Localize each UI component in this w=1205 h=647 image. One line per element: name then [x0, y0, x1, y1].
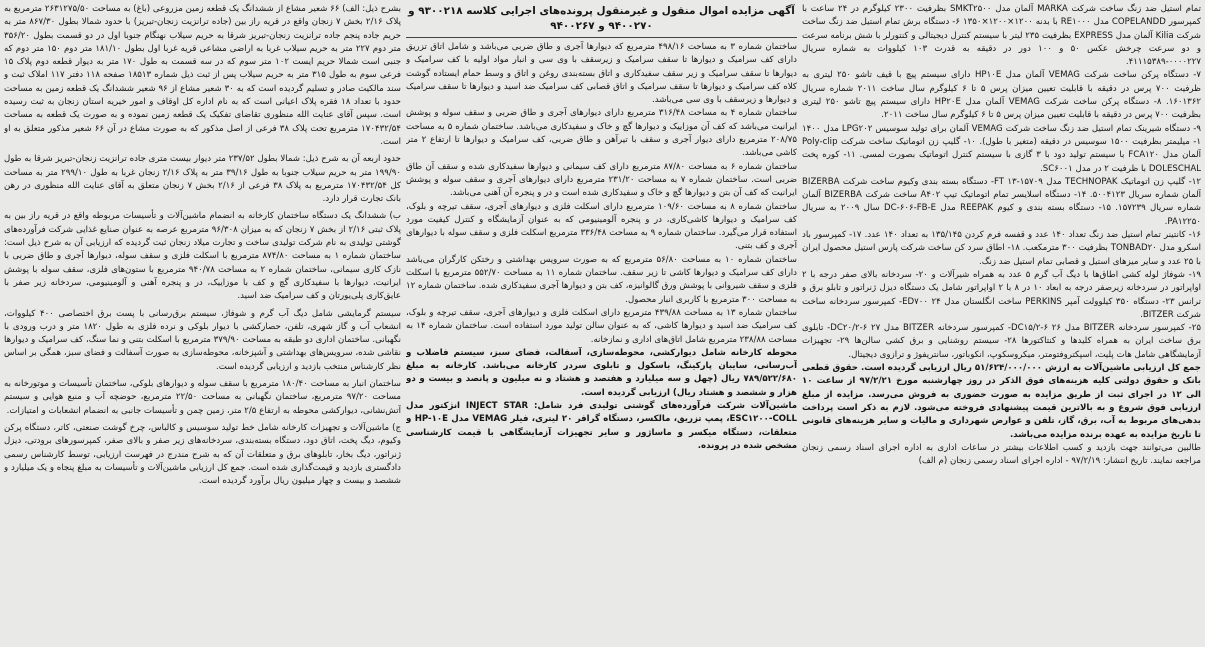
notice-paragraph: حدود اربعه آن به شرح ذیل: شمالا بطول ۲۳۷/۵۲ متر دیوار بیست متری جاده ترانزیت زنجان-تبریز شرقا به طول ۱۹۹/۹۰ متر به حریم سیلاب جنوبا به طول ۳۹/۱۶ متر به پلاک ۲/۱۶ زنجان غربا به طول ۲۹۹/۱۰ متر به مساحت کل ۱۷۰۴۳۲/۵۴ مترمربع به پلاک ۳۸ فرعی از ۲/۱۶ بخش ۷ زنجان متعلق به آقای عنایت الله منظوری در رهن بانک تجارت قرار دارد. [4, 154, 401, 205]
notice-paragraph: ساختمان شماره ۶ به مساحت ۸۷/۸۰ مترمربع دارای کف سیمانی و دیوارها سفیدکاری شده و سقف آن طاق ضربی است. ساختمان شماره ۷ به مساحت ۲۳۱/۲۰ مترمربع دارای دیوارهای آجری و سقف سوله و پوشش ایرانیت که کف آن بتن و دیوارها گچ و خاک و سفیدکاری شده است و در و پنجره آن آهنی می‌باشد. [406, 161, 798, 199]
notice-paragraph: ۹- دستگاه شیرینک تمام استیل ضد زنگ ساخت شرکت VEMAG آلمان برای تولید سوسیس LPG۲۰۲ مدل ۱۴۰۰ ۱- میلیمتر بظرفیت ۱۵۰۰ سوسیس در دقیقه (متغیر با طول). ۱۰- گلیپ زن اتوماتیک ساخت شرکت Poly-clip آلمان مدل FCA۱۲۰ با سیستم تولید دود با ۳ گازی با سیستم کنترل اتوماتیک بصورت لمسی. ۱۱- کوره پخت DOLESCHAL با ظرفیت ۲ در مدل SC۶۰۰۱. [802, 123, 1201, 174]
notice-paragraph: ساختمان شماره ۴ به مساحت ۳۱۶/۴۸ مترمربع دارای دیوارهای آجری و طاق ضربی و سقف سوله و پوشش ایرانیت می‌باشد که کف آن موزاییک و دیوارها گچ و خاک و سفیدکاری می‌باشد. ساختمان شماره ۵ به مساحت ۲۰۸/۷۵ مترمربع دارای دیوار آجری و سقف با تیرآهن و طاق ضربی، کف سرامیک و دیوارها تا ارتفاع ۲ متر کاشی می‌باشد. [406, 108, 798, 159]
notice-paragraph: ساختمان شماره ۱۳ به مساحت ۴۳۹/۸۸ مترمربع دارای اسکلت فلزی و دیوارهای آجری، سقف تیرچه و بلوک، کف سرامیک ضد اسید و دیوارها کاشی، که به عنوان سالن تولید مورد استفاده است. ساختمان شماره ۱۴ به مساحت ۲۳۸/۸۸ مترمربع شامل اتاق‌های اداری و نمازخانه. [406, 307, 798, 345]
notice-paragraph: ج) ماشین‌آلات و تجهیزات کارخانه شامل خط تولید سوسیس و کالباس، چرخ گوشت صنعتی، کاتر، دستگاه پرکن وکیوم، دیگ پخت، اتاق دود، دستگاه بسته‌بندی، سردخانه‌های زیر صفر و بالای صفر، کمپرسورهای برودتی، دیزل ژنراتور، دیگ بخار، تابلوهای برق و متعلقات آن که به شرح مندرج در فهرست ارزیابی، توسط کارشناس رسمی دادگستری بازدید و قیمت‌گذاری شده است. جمع کل ارزیابی ماشین‌آلات و تأسیسات به مبلغ پنجاه و یک میلیارد و ششصد و بیست و چهار میلیون ریال برآورد گردیده است. [4, 422, 401, 487]
notice-column-left [802, 3, 1201, 644]
notice-paragraph: ۱۶- کانتینر تمام استیل ضد زنگ تعداد ۱۴۰ عدد و قفسه فرم کردن ۱۳۵/۱۴۵ به تعداد ۱۴۰ عدد. ۱۷- کمپرسور باد اسکرو مدل TONBAD۲۰ بظرفیت ۳۰۰ مترمکعب. ۱۸- اطاق سرد کن ساخت شرکت پارس استیل محصول ایران با ۲۵ عدد و سایر میزهای استیل و قصابی تمام استیل ضد زنگ. [802, 230, 1201, 267]
notice-paragraph: طالبین می‌توانند جهت بازدید و کسب اطلاعات بیشتر در ساعات اداری به اداره اجرای اسناد رسمی زنجان مراجعه نمایند. تاریخ انتشار: ۹۷/۲/۱۹ - اداره اجرای اسناد رسمی زنجان (م الف) [802, 442, 1201, 467]
notice-heading: آگهی مزایده اموال منقول و غیرمنقول پرونده‌های اجرایی کلاسه ۹۳۰۰۲۱۸ و ۹۴۰۰۲۷۰ و ۹۴۰۰۲۶۷ [406, 3, 797, 38]
notice-paragraph: ۲۵- کمپرسور سردخانه BITZER مدل DC۱۵/۲-۶ ۲۶- کمپرسور سردخانه BITZER مدل DC۲۰/۲-۶ ۲۷- تابلوی برق ساخت ایران به همراه کلیدها و کنتاکتورها ۲۸- سیستم روشنایی و برق کشی سالن‌ها ۲۹- تجهیزات آزمایشگاهی شامل هات پلیت، اسپکتروفتومتر، میکروسکوپ، انکوباتور، سانتریفوژ و ترازوی دیجیتال. [802, 323, 1201, 360]
notice-column-middle [406, 3, 797, 644]
notice-paragraph: ۱۹- شوفاژ لوله کشی اطاق‌ها با دیگ آب گرم ۵ عدد به همراه شیرآلات و ۲۰- سردخانه بالای صفر درجه با ۲ اواپراتور در سردخانه زیرصفر درجه به ابعاد ۱۰ در ۸ با ۲ اواپراتور شامل یک دستگاه دیزل ژنراتور و تابلو برق و ترانس ۲۳- دستگاه ۳۵۰ کیلوولت آمپر PERKINS ساخت انگلستان مدل ED۷۰۰ ۲۴- کمپرسور سردخانه ساخت شرکت BITZER. [802, 269, 1201, 320]
notice-paragraph: محوطه کارخانه شامل دیوارکشی، محوطه‌سازی، آسفالت، فضای سبز، سیستم فاضلاب و آب‌رسانی، سایبان پارکینگ، باسکول و تابلوی سردر کارخانه می‌باشد. کارخانه به مبلغ ۷۸۹/۵۲۲/۶۸۰ ریال (چهل و سه میلیارد و هفتصد و هشتاد و نه میلیون و پانصد و بیست و دو هزار و ششصد و هشتاد ریال) ارزیابی گردیده است. [406, 347, 798, 398]
notice-paragraph: ساختمان انبار به مساحت ۱۸۰/۴۰ مترمربع با سقف سوله و دیوارهای بلوکی، ساختمان تأسیسات و موتورخانه به مساحت ۹۷/۲۰ مترمربع، ساختمان نگهبانی به مساحت ۲۲/۵۰ مترمربع، حوضچه آب و منبع هوایی و سیستم آتش‌نشانی، دیوارکشی محوطه به ارتفاع ۲/۵ متر، زمین چمن و تأسیسات جانبی به انضمام انشعابات و امتیازات. [4, 379, 401, 416]
notice-column-right [4, 3, 401, 644]
notice-paragraph: ۷- دستگاه پرکن ساخت شرکت VEMAG آلمان مدل HP۱۰E دارای سیستم پیچ با قیف تاشو ۲۵۰ لیتری به ظرفیت ۷۰۰ پرس در دقیقه با قابلیت تعیین میزان پرس ۵ تا ۶ کیلوگرم سال ساخت ۲۰۱۱ شماره سریال ۱۶۰۱۳۶۲. ۸- دستگاه پرکن ساخت شرکت VEMAG آلمان مدل HP۲۰E دارای سیستم پیچ تاشو ۲۵۰ لیتری بظرفیت ۷۰۰ پرس در دقیقه با قابلیت تعیین میزان پرس ۵ تا ۶ کیلوگرم سال ساخت ۲۰۱۱. [802, 70, 1201, 121]
notice-paragraph: ۱۲- گلیپ زن اتوماتیک TECHNOPAK مدل ۱۵۷۰۹-FT ۱۳- دستگاه بسته بندی وکیوم ساخت شرکت BIZERBA آلمان شماره سریال ۵۰۰۴۱۲۳. ۱۴- دستگاه اسلایسر تمام اتوماتیک تیپ A۴۰۲ ساخت شرکت BIZERBA آلمان شماره سریال ۱۵۷۲۳۹. ۱۵- دستگاه بسته بندی و کیوم REEPAK مدل DC-۶۰۶-FB-E سال ۲۰۰۹ به سریال PA۱۲۲۵۰. [802, 176, 1201, 227]
notice-paragraph: سیستم گرمایشی شامل دیگ آب گرم و شوفاژ، سیستم برق‌رسانی با پست برق اختصاصی ۴۰۰ کیلووات، انشعاب آب و گاز شهری، تلفن، حصارکشی با دیوار بلوکی و نرده فلزی به طول ۱۸۲۰ متر و درب ورودی با نگهبانی. ساختمان اداری دو طبقه به مساحت ۳۷۹/۹۰ مترمربع با اسکلت بتنی و نما سنگ، کف سرامیک و دیوارها نقاشی شده، سرویس‌های بهداشتی و آشپزخانه، محوطه‌سازی به صورت آسفالت و فضای سبز، همگی بر اساس نظر کارشناس منتخب بازدید و ارزیابی گردیده است. [4, 308, 401, 372]
notice-paragraph: ساختمان شماره ۸ به مساحت ۱۰۹/۶۰ مترمربع دارای اسکلت فلزی و دیوارهای آجری، سقف تیرچه و بلوک، کف سرامیک و دیوارها کاشی‌کاری، در و پنجره آلومینیومی که به عنوان آزمایشگاه و کنترل کیفیت مورد استفاده قرار می‌گیرد. ساختمان شماره ۹ به مساحت ۳۳۶/۴۸ مترمربع اسکلت فلزی و سقف سوله با دیوارهای آجری و کف بتنی. [406, 201, 798, 252]
notice-paragraph: جمع کل ارزیابی ماشین‌آلات به ارزش ۵۱/۶۲۴/۰۰۰/۰۰۰ ریال ارزیابی گردیده است. حقوق قطعی بانک و حقوق دولتی کلیه هزینه‌های فوق الذکر در روز چهارشنبه مورخ ۹۷/۲/۲۱ از ساعت ۱۰ الی ۱۲ در اجرای ثبت از طریق مزایده به صورت حضوری به فروش می‌رسد. مزایده از مبلغ ارزیابی فوق شروع و به بالاترین قیمت پیشنهادی فروخته می‌شود. لازم به ذکر است پرداخت بدهی‌های مربوط به آب، برق، گاز، تلفن و عوارض شهرداری و مالیات و سایر هزینه‌های قانونی تا تاریخ مزایده به عهده برنده مزایده می‌باشد. [802, 363, 1201, 440]
notice-paragraph: بشرح ذیل: الف) ۶۶ شعیر مشاع از ششدانگ یک قطعه زمین مزروعی (باغ) به مساحت ۲۶۳۱۲۷۵/۵۰ مترمربع به پلاک ۲/۱۶ بخش ۷ زنجان واقع در قریه راز بین (جاده ترانزیت زنجان-تبریز) با حدود شمالا بطول ۸۶۷/۳۰ متر به حریم جاده پنجم جاده ترانزیت زنجان-تبریز شرقا به حریم سیلاب نهنگام جنوبا اول در دو قسمت بطول ۳۵۶/۲۰ متر دوم ۲۲۷ متر به حریم سیلاب غربا به اراضی مشاعی قریه غربا اول بطول ۱۸۱/۱۰ متر دوم ۱۵۰ متر دوم که جنبی است شمالا حریم ایست ۱۰۲ متر سوم که در سه قسمت به طول ۱۷۰ متر به دیوار قطعه دوم پلاک ۱۵ فرعی سوم به طول ۳۱۵ متر به حریم سیلاب پس از ثبت ذیل شماره ۱۸۵۱۳ صفحه ۱۱۸ دفتر ۱۱۷ املاک ثبت و سند مالکیت صادر و تسلیم گردیده است که به ۳۰ شعیر مشاع از ۹۶ شعیر ششدانگ یک قطعه زمین به مساحت حدود با تعداد ۱۸ فقره پلاک اعیانی است که به نام اداره کل اوقاف و امور خیریه استان زنجان به ثبت رسیده است. سپس آقای عنایت الله منظوری تقاضای تفکیک یک قطعه زمین نموده و به صورت یک قطعه به مساحت ۱۷۰۴۳۲/۵۴ مترمربع تحت پلاک ۳۸ فرعی از اصل مذکور که به صورت مشاع در آن ۶۶ شعیر مذکور متعلق به او است. [4, 4, 401, 147]
notice-paragraph: ب) ششدانگ یک دستگاه ساختمان کارخانه به انضمام ماشین‌آلات و تأسیسات مربوطه واقع در قریه راز بین به پلاک ثبتی ۲/۱۶ از بخش ۷ زنجان که به میزان ۹۶/۳۰۸ مترمربع عرصه به عنوان صنایع غذایی شرکت فرآورده‌های گوشتی تولیدی به نام شرکت تولیدی ساخت و تجارت میلاد زنجان ثبت گردیده که ارزیابی آن به شرح ذیل است: ساختمان شماره ۱ به مساحت ۸۷۴/۸۰ مترمربع با اسکلت فلزی و سقف سوله، دیوارها آجری و طاق ضربی با نازک کاری سیمانی، ساختمان شماره ۲ به مساحت ۹۴۰/۷۸ مترمربع با ستون‌های فلزی، سقف سوله با پوشش ایرانیت، دیوارها با سفیدکاری گچ و کف با موزاییک، در و پنجره آهنی و آلومینیومی، سردخانه زیر صفر با عایق‌کاری پلی‌یورتان و کف سرامیک ضد اسید. [4, 211, 401, 302]
notice-paragraph: ساختمان شماره ۱۰ به مساحت ۵۶/۸۰ مترمربع که به صورت سرویس بهداشتی و رختکن کارگران می‌باشد دارای کف سرامیک و دیوارها کاشی تا زیر سقف. ساختمان شماره ۱۱ به مساحت ۵۵۲/۷۰ مترمربع با اسکلت فلزی و سقف شیروانی با پوشش ورق گالوانیزه، کف بتن و دیوارها آجری سفیدکاری شده. ساختمان شماره ۱۲ به مساحت ۳۰۰ مترمربع با کاربری انبار محصول. [406, 254, 798, 305]
notice-paragraph: تمام استیل ضد زنگ ساخت شرکت MARKA آلمان مدل SMKT۲۵۰۰ بظرفیت ۲۳۰۰ کیلوگرم در ۲۴ ساعت با کمپرسور COPELANDD مدل RE۱۰۰۰ با بدنه ۱۲۰۰×۱۲۰۰×۱۳۵۰ ۶- دستگاه برش تمام استیل ضد زنگ ساخت شرکت Kilia آلمان مدل EXPRESS بظرفیت ۲۳۵ لیتر با سیستم کنترل دیجیتالی و کنتورلر با شش برنامه سرعت و دو سرعت چرخش عکس ۵۰ و ۱۰۰ دور در دقیقه به قدرت ۱۰۳ کیلووات به شماره سریال ۰۰۰۰۲۲۷-۴۱۱۱۵۳۸۹. [802, 4, 1201, 68]
notice-paragraph: ماشین‌آلات شرکت فرآورده‌های گوشتی تولیدی فرد شامل: INJECT STAR انژکتور مدل ESC۱۲۰۰-COLL، پمپ تزریق، مالکسر، دستگاه گرافر ۲۰ لیتری، فیلر VEMAG مدل HP-۱۰E و متعلقات، دستگاه میکسر و ماساژور و سایر تجهیزات آزمایشگاهی با قیمت کارشناسی مشخص شده در پرونده. [406, 401, 798, 451]
notice-paragraph: ساختمان شماره ۳ به مساحت ۴۹۸/۱۶ مترمربع که دیوارها آجری و طاق ضربی می‌باشد و شامل اتاق تزریق دارای کف سرامیک و دیوارها تا سقف سرامیک و زیرسقف با وی سی و انبار مواد اولیه با کف سرامیک و دیوارها تا سقف سرامیک و زیر سقف سفیدکاری و اتاق بسته‌بندی روغن و اتاق و وسط حمام ایستاده گوشت کلاه کف سرامیک و دیوارها تا سقف سرامیک و اتاق قصابی کف سرامیک ضد اسید و دیوارها تا سقف سرامیک و دیوارها و زیرسقف با وی سی می‌باشد. [406, 42, 798, 106]
